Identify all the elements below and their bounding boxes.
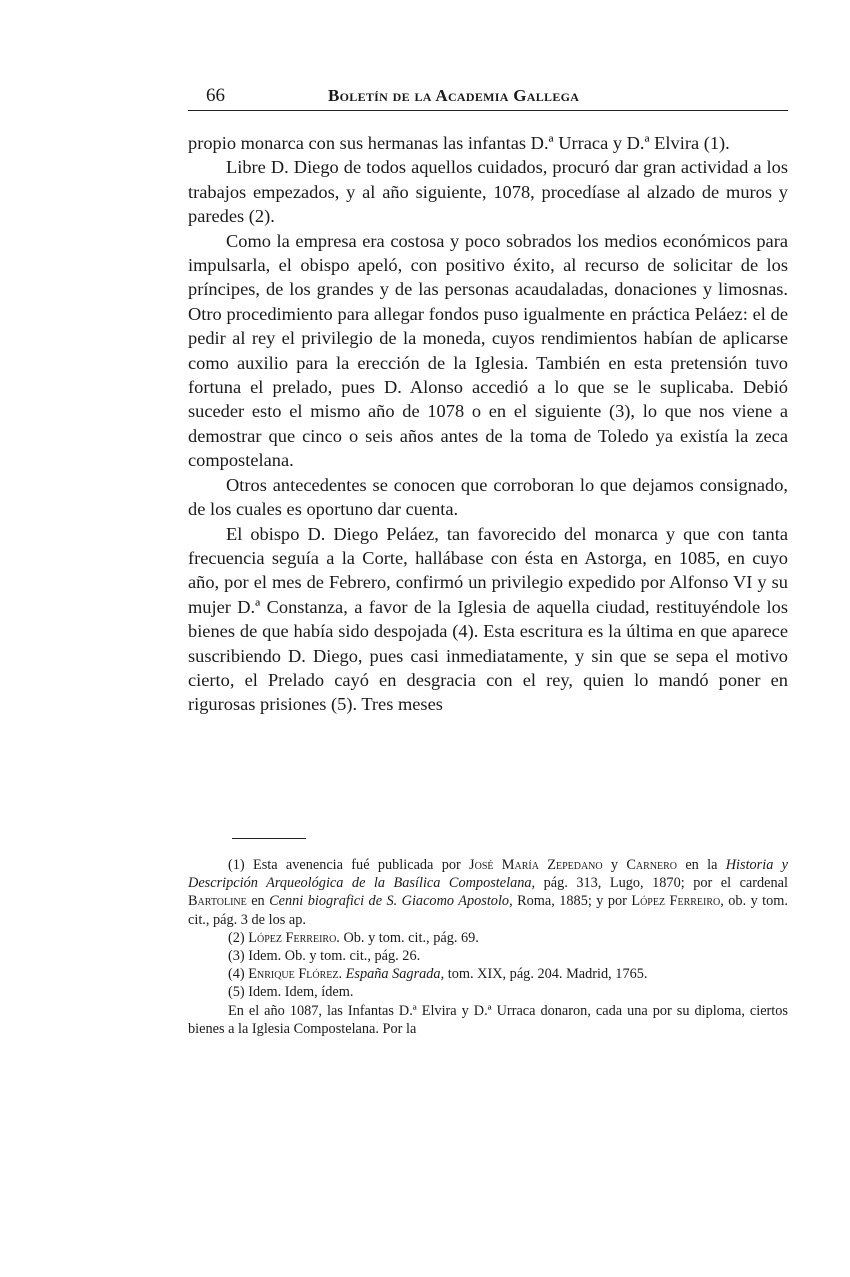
paragraph: propio monarca con sus hermanas las infantas D.ª Urraca y D.ª Elvira (1). <box>188 133 730 153</box>
footnote-text: (2) <box>228 929 249 946</box>
footnote: En el año 1087, las Infantas D.ª Elvira y D.ª Urraca donaron, cada una por su diploma, ciertos bienes a la Iglesia Compostelana. Por la <box>188 1002 788 1037</box>
body-text <box>188 131 788 717</box>
footnote-text: tom. XIX, pág. 204. Madrid, 1765. <box>444 966 648 983</box>
paragraph: Como la empresa era costosa y poco sobrados los medios económicos para impulsarla, el obispo apeló, con positivo éxito, al recurso de solicitar de los príncipes, de los grandes y de las personas acaudaladas, donaciones y limosnas. Otro procedimiento para allegar fondos puso igualmente en práctica Peláez: el de pedir al rey el privilegio de la moneda, cuyos rendimientos habían de aplicarse como auxilio para la erección de la Iglesia. También en esta pretensión tuvo fortuna el prelado, pues D. Alonso accedió a lo que se le suplicaba. Debió suceder esto el mismo año de 1078 o en el siguiente (3), lo que nos viene a demostrar que cinco o seis años antes de la toma de Toledo ya existía la zeca compostelana. <box>188 230 788 471</box>
footnote-text: (4) <box>228 966 249 983</box>
footnote: (5) Idem. Idem, ídem. <box>228 984 354 1001</box>
footnote-text: Roma, 1885; y por <box>512 893 632 910</box>
footnote <box>188 929 788 947</box>
page-header <box>188 80 788 111</box>
paragraph: El obispo D. Diego Peláez, tan favorecido del monarca y que con tanta frecuencia seguía a la Corte, hallábase con ésta en Astorga, en 1085, en cuyo año, por el mes de Febrero, confirmó un privilegio expedido por Alfonso VI y su mujer D.ª Constanza, a favor de la Iglesia de aquella ciudad, restituyéndole los bienes de que había sido despojada (4). Esta escritura es la última en que aparece suscribiendo D. Diego, pues casi inmediatamente, y sin que se sepa el motivo cierto, el Prelado cayó en desgracia con el rey, quien lo mandó poner en rigurosas prisiones (5). Tres meses <box>188 523 788 715</box>
footnote-title: España Sagrada, <box>342 966 445 983</box>
running-head: Boletín de la Academia Gallega <box>328 86 580 105</box>
footnote <box>188 965 788 983</box>
footnote <box>188 856 788 929</box>
footnote-author: José María Zepedano <box>469 857 603 873</box>
footnote-title: Historia y Descripción Arqueológica de la Basílica Compostelana, <box>188 857 789 892</box>
footnote-author: Carnero <box>626 857 678 873</box>
footnotes <box>188 856 788 1038</box>
footnote-author: López Ferreiro, <box>631 893 724 910</box>
paragraph: Otros antecedentes se conocen que corroboran lo que dejamos consignado, de los cuales es oportuno dar cuenta. <box>188 474 788 520</box>
footnote-author: Bartoline <box>188 893 247 910</box>
footnote-text: (1) Esta avenencia fué publicada por <box>228 857 470 873</box>
footnote: (3) Idem. Ob. y tom. cit., pág. 26. <box>228 948 421 965</box>
footnote-text: y <box>602 857 627 873</box>
footnote-author: López Ferreiro. <box>248 929 340 946</box>
footnote-text: ob. y tom. cit., pág. 3 de los ap. <box>188 893 788 928</box>
paragraph: Libre D. Diego de todos aquellos cuidados, procuró dar gran actividad a los trabajos empezados, y al año siguiente, 1078, procedíase al alzado de muros y paredes (2). <box>188 157 788 227</box>
footnote-text: pág. 313, Lugo, 1870; por el cardenal <box>535 875 788 892</box>
footnote-divider <box>232 838 306 839</box>
footnote-text: Ob. y tom. cit., pág. 69. <box>339 929 479 946</box>
footnote-text: en <box>246 893 270 910</box>
footnote-title: Cenni biografici de S. Giacomo Apostolo, <box>269 893 513 910</box>
page-number: 66 <box>206 85 225 106</box>
footnote-text: en la <box>677 857 726 873</box>
footnote-author: Enrique Flórez. <box>248 966 343 983</box>
